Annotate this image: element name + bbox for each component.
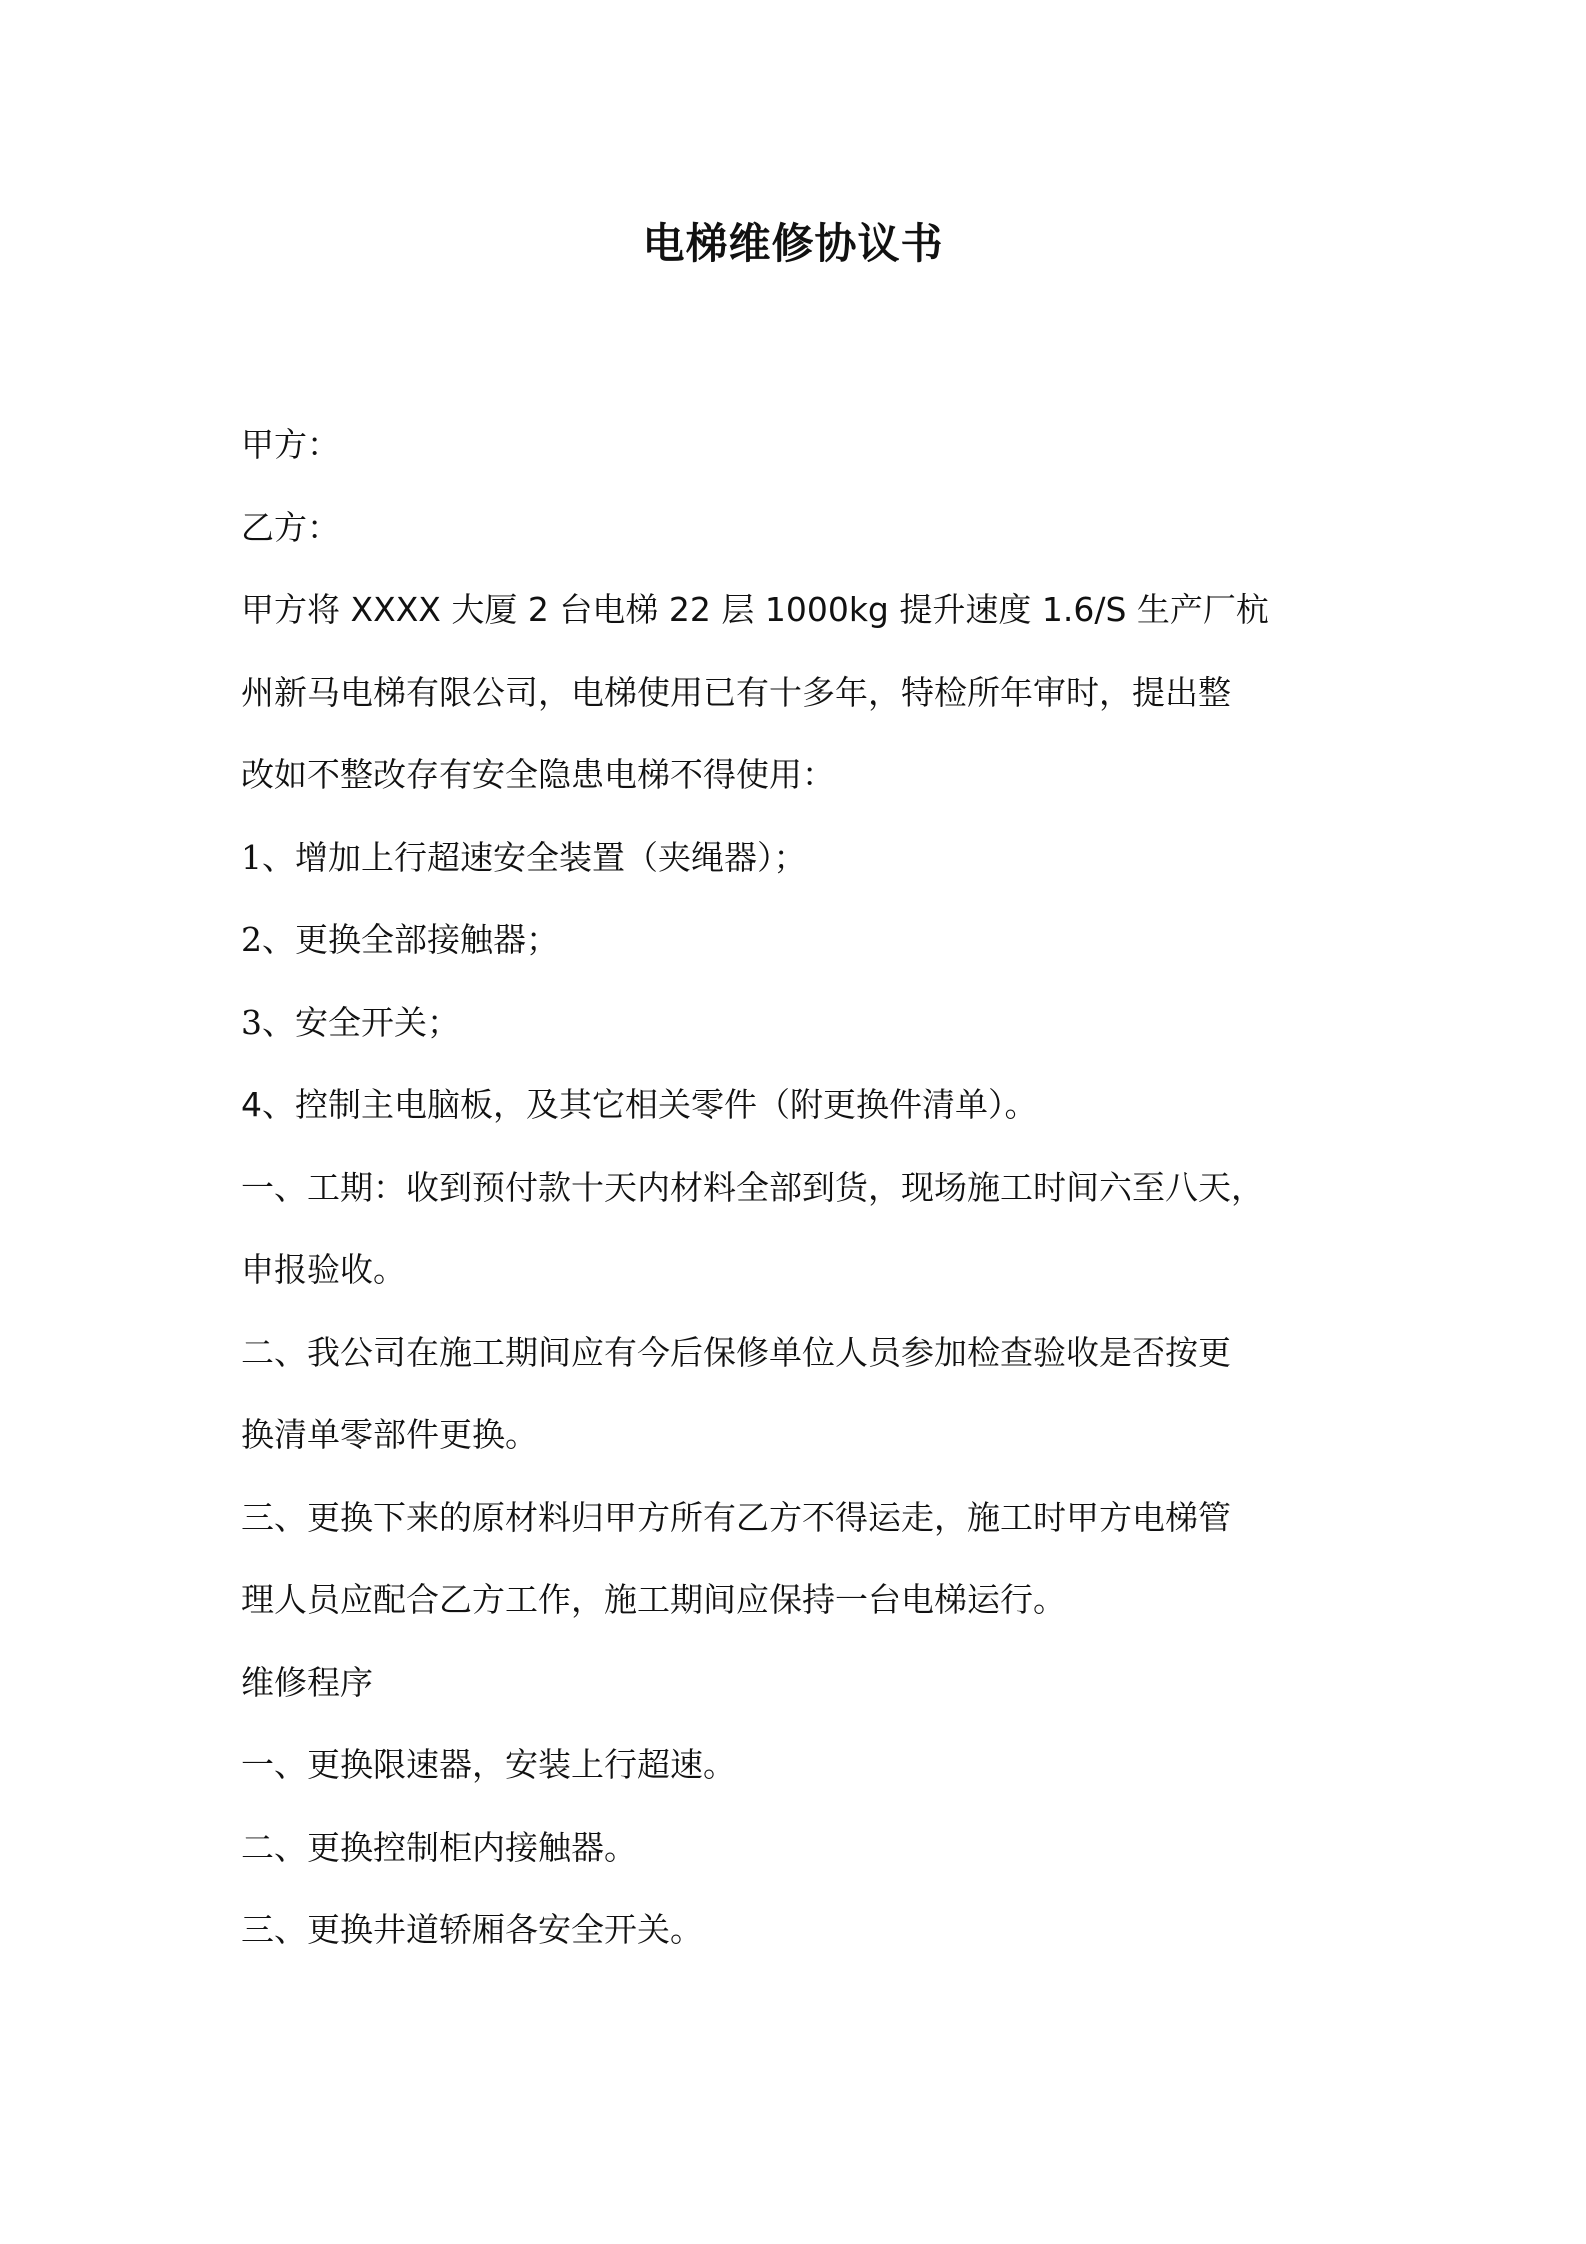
list-item-number: 4、 [241, 1085, 295, 1124]
clause-paragraph [241, 1477, 1361, 1642]
list-item-number: 3、 [241, 1002, 295, 1042]
list-item-text: 安全开关； [295, 1002, 460, 1042]
clause-line: 换清单零部件更换。 [241, 1415, 538, 1454]
list-item-text: 增加上行超速安全装置（夹绳器）； [295, 837, 807, 877]
document-body [241, 404, 1361, 1972]
clause-line: 理人员应配合乙方工作，施工期间应保持一台电梯运行。 [241, 1580, 1066, 1619]
procedure-step: 三、更换井道轿厢各安全开关。 [241, 1910, 703, 1949]
clause-line: 一、工期：收到预付款十天内材料全部到货，现场施工时间六至八天， [241, 1167, 1264, 1207]
clause-paragraph [241, 1147, 1361, 1312]
list-item [241, 817, 1361, 900]
procedure-step: 一、更换限速器，安装上行超速。 [241, 1745, 736, 1784]
party-b-label: 乙方： [241, 507, 340, 547]
clause-line: 三、更换下来的原材料归甲方所有乙方不得运走，施工时甲方电梯管 [241, 1497, 1231, 1537]
clause-line: 申报验收。 [241, 1250, 406, 1289]
clause-paragraph [241, 1312, 1361, 1477]
list-item-text: 更换全部接触器； [295, 920, 559, 959]
procedure-heading: 维修程序 [241, 1662, 373, 1702]
intro-line: 甲方将 XXXX 大厦 2 台电梯 22 层 1000kg 提升速度 1.6/S 生产厂杭 [241, 590, 1269, 629]
list-item [241, 1064, 1361, 1147]
intro-line: 改如不整改存有安全隐患电梯不得使用： [241, 755, 835, 794]
list-item-text: 控制主电脑板，及其它相关零件（附更换件清单）。 [295, 1085, 1038, 1124]
intro-line: 州新马电梯有限公司，电梯使用已有十多年，特检所年审时，提出整 [241, 672, 1231, 712]
party-a-label: 甲方： [241, 425, 340, 464]
procedure-step: 二、更换控制柜内接触器。 [241, 1827, 637, 1867]
list-item [241, 899, 1361, 982]
clause-line: 二、我公司在施工期间应有今后保修单位人员参加检查验收是否按更 [241, 1332, 1231, 1372]
list-item-number: 1、 [241, 837, 295, 877]
list-item [241, 982, 1361, 1065]
document-title: 电梯维修协议书 [642, 219, 944, 268]
list-item-number: 2、 [241, 920, 295, 959]
intro-paragraph [241, 569, 1361, 817]
